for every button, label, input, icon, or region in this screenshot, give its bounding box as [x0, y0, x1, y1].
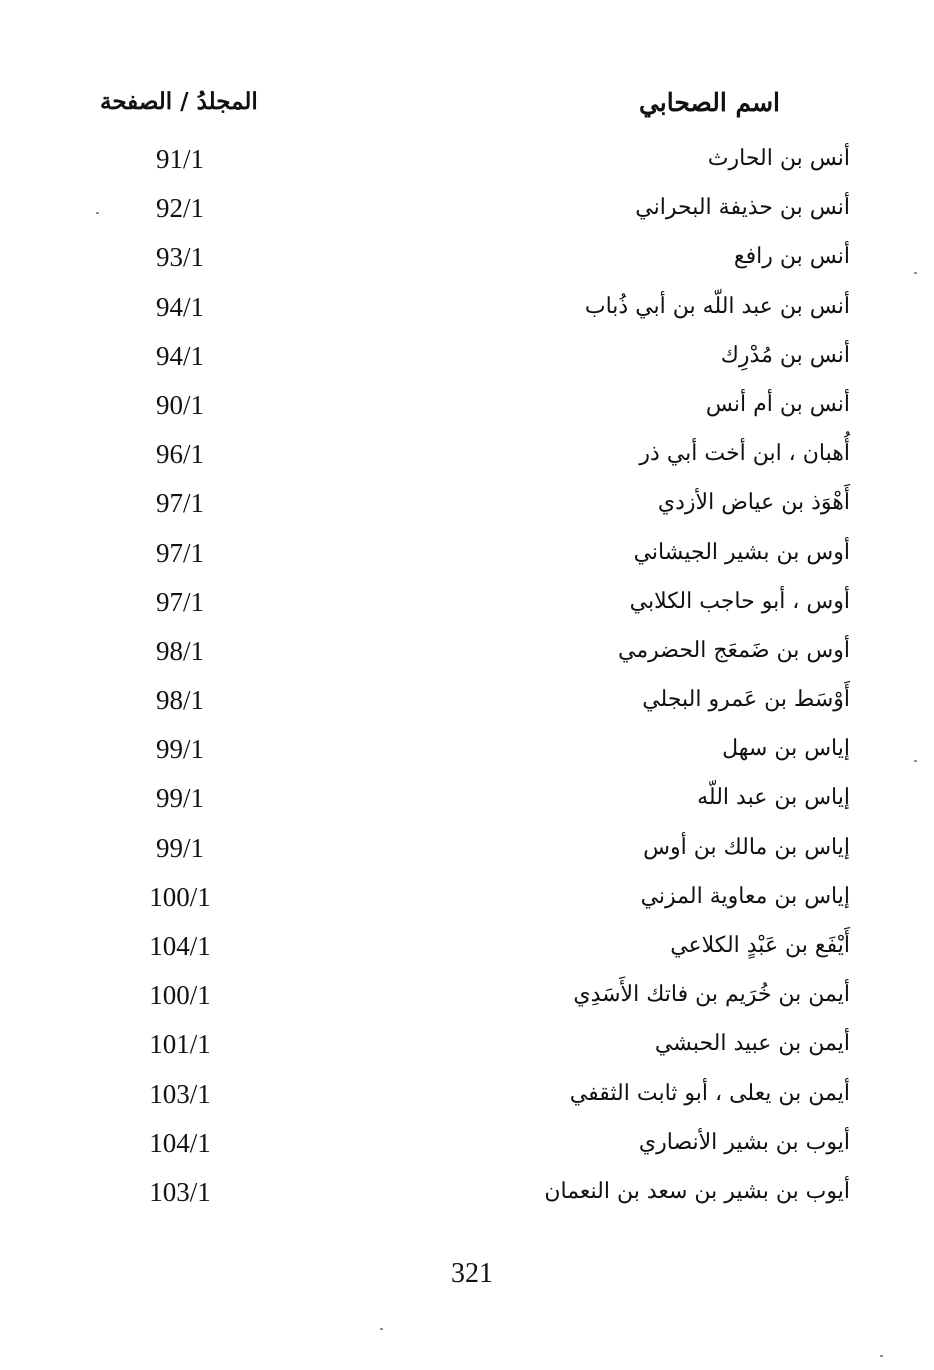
- companion-name: أَهْوَذ بن عياض الأزدي: [657, 490, 850, 516]
- companion-name: أنس بن أم أنس: [705, 391, 850, 417]
- companion-name: أنس بن حذيفة البحراني: [635, 195, 850, 221]
- column-header-volume-page: المجلدُ / الصفحة: [100, 88, 258, 115]
- table-header: [90, 88, 850, 132]
- companion-name: أيمن بن يعلى ، أبو ثابت الثقفي: [569, 1080, 850, 1106]
- scan-speck: [880, 1355, 883, 1357]
- companion-name: أيوب بن بشير بن سعد بن النعمان: [544, 1178, 850, 1204]
- list-item: [90, 583, 850, 632]
- list-item: [90, 681, 850, 730]
- volume-page-ref: 99/1: [155, 783, 204, 814]
- scan-speck: [914, 760, 917, 762]
- list-item: [90, 878, 850, 927]
- volume-page-ref: 100/1: [149, 881, 211, 912]
- volume-page-ref: 93/1: [155, 242, 204, 273]
- companion-name: إياس بن عبد اللّه: [697, 785, 850, 811]
- companion-name: أَوْسَط بن عَمرو البجلي: [642, 687, 850, 713]
- list-item: [90, 288, 850, 337]
- volume-page-ref: 96/1: [155, 439, 204, 470]
- list-item: [90, 1124, 850, 1173]
- volume-page-ref: 104/1: [149, 1127, 211, 1158]
- list-item: [90, 386, 850, 435]
- volume-page-ref: 99/1: [155, 734, 204, 765]
- companion-name: أنس بن الحارث: [707, 146, 850, 171]
- companion-name: أنس بن عبد اللّه بن أبي ذُباب: [584, 293, 850, 319]
- companion-name: إياس بن مالك بن أوس: [643, 834, 850, 860]
- volume-page-ref: 91/1: [155, 144, 204, 174]
- companion-name: أنس بن مُدْرِك: [720, 342, 850, 368]
- volume-page-ref: 98/1: [155, 685, 204, 716]
- list-item: [90, 1173, 850, 1222]
- list-item: [90, 337, 850, 386]
- list-item: [90, 976, 850, 1025]
- companion-name: إياس بن معاوية المزني: [640, 883, 850, 909]
- list-item: [90, 829, 850, 878]
- companion-index-list: [90, 140, 850, 1222]
- companion-name: أُهبان ، ابن أخت أبي ذر: [639, 441, 850, 467]
- companion-name: أيوب بن بشير الأنصاري: [638, 1129, 850, 1155]
- companion-name: أنس بن رافع: [733, 244, 850, 270]
- list-item: [90, 484, 850, 533]
- volume-page-ref: 97/1: [155, 586, 204, 617]
- list-item: [90, 1025, 850, 1074]
- list-item: [90, 189, 850, 238]
- volume-page-ref: 103/1: [149, 1176, 211, 1207]
- column-header-companion-name: اسم الصحابي: [638, 88, 780, 117]
- list-item: [90, 730, 850, 779]
- volume-page-ref: 94/1: [155, 340, 204, 371]
- companion-name: أيمن بن خُرَيم بن فاتك الأَسَدِي: [573, 982, 850, 1008]
- volume-page-ref: 104/1: [149, 931, 211, 961]
- scan-speck: [96, 212, 99, 214]
- list-item: [90, 238, 850, 287]
- volume-page-ref: 100/1: [149, 980, 211, 1011]
- companion-name: أوس بن ضَمعَج الحضرمي: [617, 637, 850, 663]
- companion-name: أوس بن بشير الجيشاني: [633, 539, 850, 565]
- page-number: 321: [451, 1258, 493, 1289]
- volume-page-ref: 92/1: [155, 193, 204, 224]
- list-item: [90, 1075, 850, 1124]
- companion-name: أَيْفَع بن عَبْدٍ الكلاعي: [670, 933, 850, 958]
- volume-page-ref: 97/1: [155, 488, 204, 519]
- list-item: [90, 534, 850, 583]
- scan-speck: [914, 272, 917, 274]
- volume-page-ref: 103/1: [149, 1078, 211, 1109]
- volume-page-ref: 90/1: [155, 389, 204, 420]
- volume-page-ref: 94/1: [155, 291, 204, 322]
- volume-page-ref: 98/1: [155, 635, 204, 666]
- list-item: [90, 632, 850, 681]
- volume-page-ref: 97/1: [155, 537, 204, 568]
- companion-name: أوس ، أبو حاجب الكلابي: [629, 588, 850, 614]
- companion-name: إياس بن سهل: [722, 736, 850, 762]
- scan-speck: [380, 1328, 383, 1330]
- list-item: [90, 779, 850, 828]
- list-item: [90, 927, 850, 976]
- companion-name: أيمن بن عبيد الحبشي: [654, 1031, 850, 1057]
- list-item: [90, 435, 850, 484]
- volume-page-ref: 101/1: [149, 1029, 211, 1060]
- volume-page-ref: 99/1: [155, 832, 204, 863]
- list-item: [90, 140, 850, 189]
